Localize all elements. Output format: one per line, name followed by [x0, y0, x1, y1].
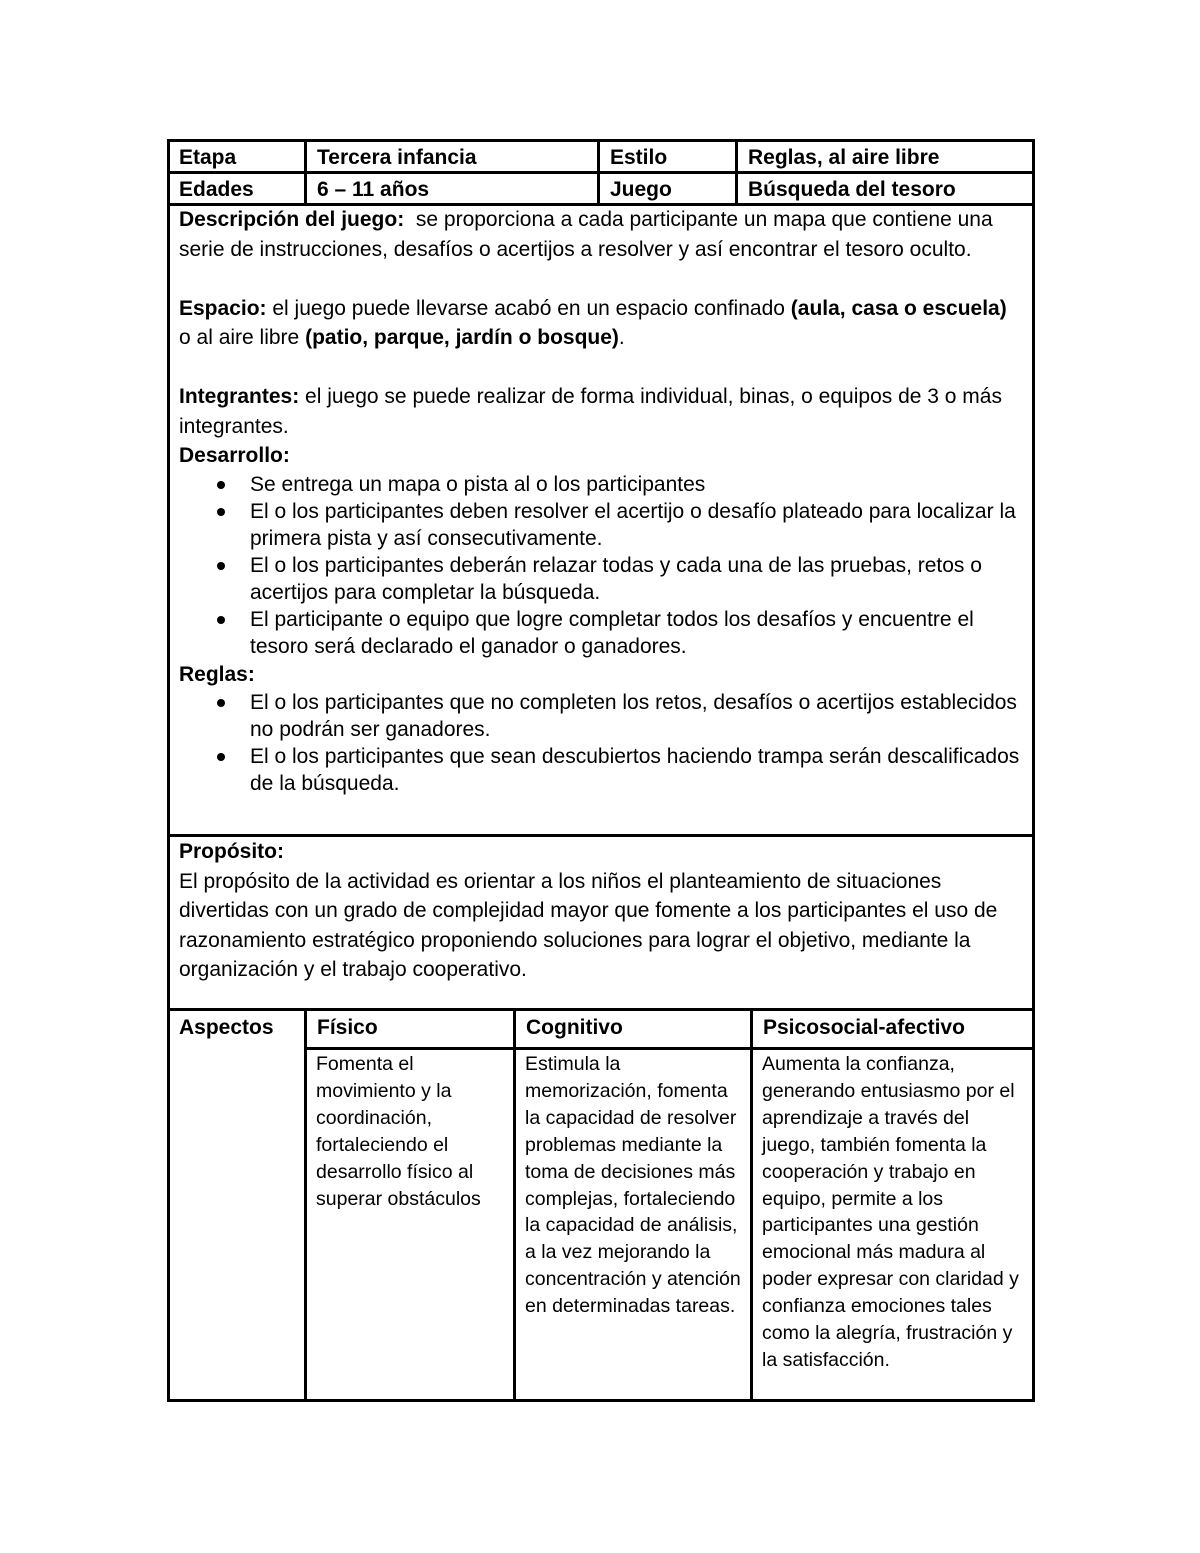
espacio-paragraph	[179, 294, 1024, 353]
aspectos-label: Aspectos	[179, 1016, 274, 1039]
table-border	[750, 1008, 753, 1402]
table-border	[513, 1008, 516, 1402]
label-juego: Juego	[610, 178, 672, 201]
espacio-bold-2: (patio, parque, jardín o bosque)	[305, 326, 619, 349]
proposito-text: El propósito de la actividad es orientar a los niños el planteamiento de situaciones divertidas con un grado de complejidad mayor que fomente a los participantes el uso de razonamiento estratégico proponiendo soluciones para lograr el objetivo, mediante la organización y el trabajo cooperativo.	[179, 869, 998, 981]
espacio-label: Espacio:	[179, 296, 267, 320]
list-item	[179, 471, 1024, 498]
bullet-icon	[217, 616, 225, 624]
proposito-label: Propósito:	[179, 840, 284, 863]
bullet-icon	[217, 481, 225, 489]
descripcion-paragraph	[179, 205, 1024, 264]
label-etapa: Etapa	[179, 146, 237, 169]
list-item-text: El o los participantes deben resolver el acertijo o desafío plateado para localizar la primera pista y así consecutivamente.	[250, 499, 1016, 550]
label-estilo: Estilo	[610, 146, 668, 169]
list-item-text: El participante o equipo que logre completar todos los desafíos y encuentre el tesoro será declarado el ganador o ganadores.	[250, 607, 974, 658]
descripcion-label: Descripción del juego:	[179, 208, 405, 231]
value-etapa: Tercera infancia	[317, 146, 477, 169]
desarrollo-list	[0, 471, 1024, 660]
descripcion-text: se proporciona a cada participante un mapa que contiene una serie de instrucciones, desafíos o acertijos a resolver y así encontrar el tesoro oculto.	[179, 208, 993, 261]
list-item-text: El o los participantes que sean descubiertos haciendo trampa serán descalificados de la búsqueda.	[250, 745, 1020, 795]
list-item	[179, 606, 1024, 660]
psicosocial-text: Aumenta la confianza, generando entusiasmo por el aprendizaje a través del juego, también fomenta la cooperación y trabajo en equipo, permite a los participantes una gestión emocional más madura al poder expresar con claridad y confianza emociones tales como la alegría, frustración y la satisfacción.	[762, 1053, 1019, 1371]
list-item-text: Se entrega un mapa o pista al o los participantes	[250, 472, 706, 496]
proposito-section	[179, 837, 1009, 985]
table-border	[304, 1008, 307, 1402]
psicosocial-title: Psicosocial-afectivo	[763, 1016, 965, 1039]
reglas-label: Reglas:	[179, 662, 255, 686]
description-section	[179, 205, 1024, 797]
list-item-text: El o los participantes que no completen los retos, desafíos o acertijos establecidos no podrán ser ganadores.	[250, 691, 1017, 741]
reglas-list	[0, 689, 1024, 797]
bullet-icon	[217, 753, 225, 761]
table-border	[1032, 139, 1035, 1402]
value-estilo: Reglas, al aire libre	[748, 146, 940, 169]
value-juego: Búsqueda del tesoro	[748, 178, 956, 201]
table-border	[304, 1047, 1035, 1050]
fisico-title: Físico	[317, 1016, 378, 1039]
espacio-text-2: o al aire libre	[179, 326, 300, 349]
table-border	[167, 1399, 1035, 1402]
espacio-end: .	[618, 326, 625, 349]
bullet-icon	[217, 699, 225, 707]
list-item	[179, 689, 1024, 743]
integrantes-label: Integrantes:	[179, 385, 300, 408]
label-edades: Edades	[179, 178, 254, 201]
bullet-icon	[217, 508, 225, 516]
list-item	[179, 552, 1024, 606]
cognitivo-text: Estimula la memorización, fomenta la capacidad de resolver problemas mediante la toma de decisiones más complejas, fortaleciendo la capacidad de análisis, a la vez mejorando la concentración y atención en determinadas tareas.	[525, 1053, 741, 1318]
list-item-text: El o los participantes deberán relazar todas y cada una de las pruebas, retos o acertijos para completar la búsqueda.	[250, 553, 982, 604]
desarrollo-label: Desarrollo:	[179, 444, 290, 467]
list-item	[179, 498, 1024, 552]
bullet-icon	[217, 562, 225, 570]
integrantes-paragraph	[179, 382, 1024, 441]
integrantes-text: el juego se puede realizar de forma individual, binas, o equipos de 3 o más integrantes.	[179, 385, 1002, 438]
cognitivo-title: Cognitivo	[526, 1016, 623, 1039]
espacio-bold-1: (aula, casa o escuela)	[790, 296, 1007, 320]
espacio-text-1: el juego puede llevarse acabó en un espacio confinado	[272, 296, 785, 320]
fisico-text: Fomenta el movimiento y la coordinación, fortaleciendo el desarrollo físico al superar obstáculos	[316, 1053, 481, 1210]
value-edades: 6 – 11 años	[317, 178, 430, 201]
list-item	[179, 743, 1024, 797]
